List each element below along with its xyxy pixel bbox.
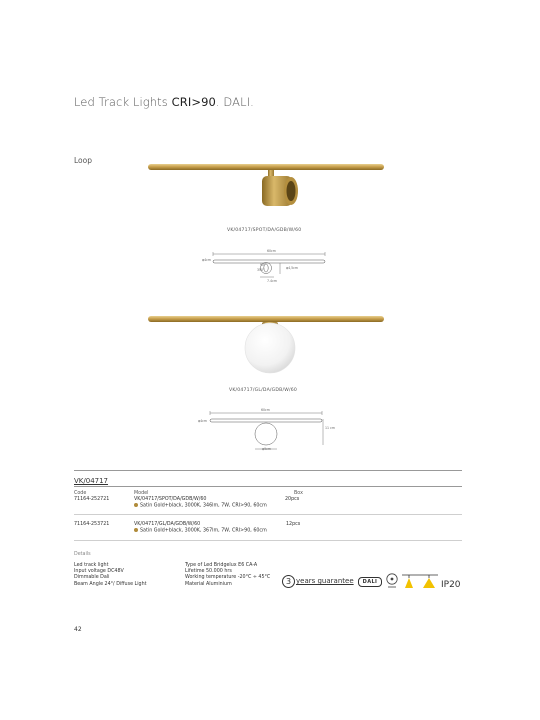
product-caption: VK/04717/SPOT/DA/GDB/W/60 <box>227 228 302 233</box>
dimension-length: 60cm <box>261 408 270 412</box>
header-code: Code <box>74 491 87 496</box>
header-model: Model <box>134 491 149 496</box>
dimension-angle: 350° <box>257 268 265 272</box>
row-box: 12pcs <box>286 522 301 527</box>
dimension-height: φ4cm <box>202 258 211 262</box>
details-column-2 <box>185 563 270 588</box>
header-box: Box <box>294 491 303 496</box>
spec-item: Beam Angle 24°/ Diffuse Light <box>74 581 147 587</box>
spec-item: Material Aluminium <box>185 581 232 587</box>
globe-track-light-image <box>140 308 390 380</box>
dimension-depth: 7.4cm <box>267 279 277 283</box>
dimension-head: φ4,5cm <box>286 266 299 270</box>
dimension-angle-small: 90° <box>260 263 266 267</box>
details-column-1 <box>74 563 147 588</box>
color-dot <box>134 528 138 532</box>
dimension-drop: 11 cm <box>325 426 335 430</box>
divider <box>74 540 462 541</box>
dali-logo: DALI <box>358 577 382 587</box>
ip-rating: IP20 <box>441 580 461 590</box>
dimension-globe: φ9cm <box>262 447 271 451</box>
dimmer-icon <box>385 570 399 592</box>
spec-item: Input voltage DC48V <box>74 569 124 575</box>
spec-item: Dimmable Dali <box>74 575 110 581</box>
product-family: VK/04717 <box>74 477 109 485</box>
row-code: 71164-253721 <box>74 522 110 527</box>
guarantee-badge: 3 <box>282 575 295 588</box>
spot-track-light-image <box>140 158 390 218</box>
spec-item: Working temperature -20°C ÷ 45°C <box>185 575 271 581</box>
row-desc: Satin Gold+black, 3000K, 367lm, 7W, CRI>90, 60cm <box>134 528 267 534</box>
page-number: 42 <box>74 626 82 633</box>
spec-item: Type of Led Bridgelux E6 CA-A <box>185 563 258 568</box>
row-model: VK/04717/GL/DA/GDB/W/60 <box>134 522 201 527</box>
guarantee-text: years guarantee <box>296 577 354 585</box>
row-model: VK/04717/SPOT/DA/GDB/W/60 <box>134 497 207 502</box>
row-box: 20pcs <box>285 497 300 502</box>
details-heading: Details <box>74 552 91 557</box>
page-title: Led Track Lights CRI>90. DALI. <box>74 95 254 109</box>
row-desc: Satin Gold+black, 3000K, 346lm, 7W, CRI>90, 60cm <box>134 503 267 509</box>
dimension-length: 60cm <box>267 249 276 253</box>
product-caption: VK/04717/GL/DA/GDB/W/60 <box>229 388 298 393</box>
divider <box>74 486 462 487</box>
dimension-height: φ4cm <box>198 419 207 423</box>
spec-item: Led track light <box>74 563 109 568</box>
row-code: 71164-252721 <box>74 497 110 502</box>
color-dot <box>134 503 138 507</box>
beam-angle-icon <box>402 574 438 590</box>
divider <box>74 514 462 515</box>
section-title: Loop <box>74 156 92 165</box>
spec-item: Lifetime 50.000 hrs <box>185 569 232 575</box>
divider <box>74 470 462 471</box>
